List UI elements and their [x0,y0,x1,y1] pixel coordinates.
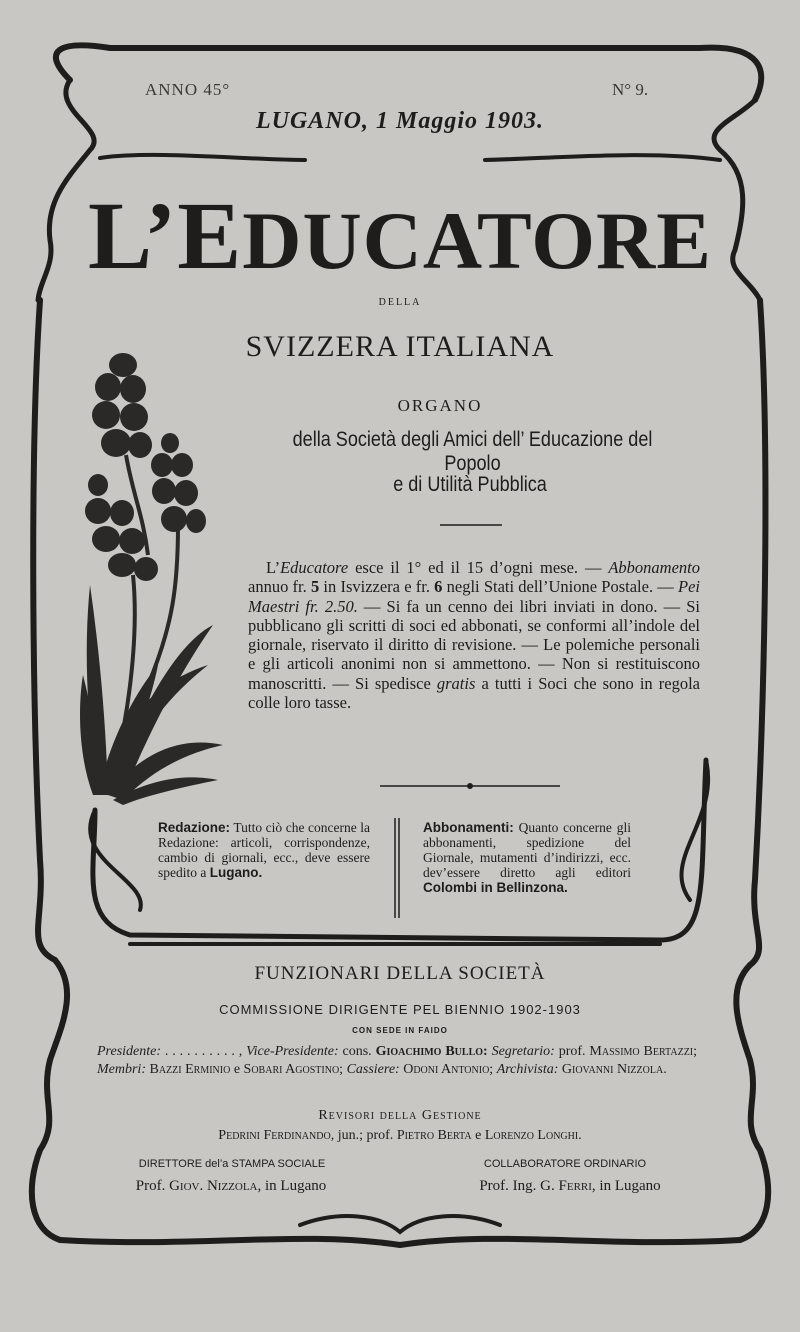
collaborator-name: Prof. Ing. G. Ferri, in Lugano [479,1178,661,1194]
auditors-list: Pedrini Ferdinando, jun.; prof. Pietro Berta e Lorenzo Longhi. [218,1128,582,1143]
grape-hyacinth-illustration [78,325,228,815]
officers-heading: FUNZIONARI DELLA SOCIETÀ [254,963,546,984]
volume-year: ANNO 45° [145,80,231,99]
organo-label: ORGANO [397,396,483,415]
abbonamenti-notice: Abbonamenti: Quanto concerne gli abbonamenti, spedizione del Giornale, mutamenti d’indirizzi, ecc. dev’essere diretto agli editori Colombi in Bellinzona. [423,820,631,895]
collaborator-heading: COLLABORATORE ORDINARIO [483,1158,647,1170]
journal-title [0,182,800,289]
officers-list: Presidente: . . . . . . . . . . , Vice-Presidente: cons. Gioachimo Bullo: Segretario: prof. Massimo Bertazzi; Membri: Bazzi Erminio e Sobari Agostino; Cassiere: Odoni Antonio; Archivista: Giovanni Nizzola. [97,1044,698,1077]
title-initial: L’E [88,182,243,289]
redazione-notice: Redazione: Tutto ciò che concerne la Redazione: articoli, corrispondenze, cambio di giornali, ecc., deve essere spedito a Lugano. [158,820,370,880]
director-name: Prof. Giov. Nizzola, in Lugano [135,1178,327,1194]
della-label: DELLA [378,297,422,308]
committee-seat: CON SEDE IN FAIDO [352,1026,448,1035]
subscription-notice: L’Educatore esce il 1° ed il 15 d’ogni mese. — Abbonamento annuo fr. 5 in Isvizzera e fr. 6 negli Stati dell’Unione Postale. — Pei Maestri fr. 2.50. — Si fa un cenno dei libri inviati in dono. — Si pubblicano gli scritti di soci ed abbonati, se conformi all’indole del giornale, riservato il diritto di revisione. — Le polemiche personali e gli articoli anonimi non si ammettono. — Non si restituiscono manoscritti. — Si spedisce gratis a tutti i Soci che sono in regola colle loro tasse. [248,558,701,713]
title-rest: DUCATORE [242,195,712,286]
issue-number: N° 9. [612,80,649,99]
society-name: della Società degli Amici dell’ Educazione del Popolo [292,428,653,475]
auditors-heading: Revisori della Gestione [318,1108,482,1123]
dateline: LUGANO, 1 Maggio 1903. [255,108,544,134]
director-heading: DIRETTORE del’a STAMPA SOCIALE [138,1158,326,1170]
subtitle: SVIZZERA ITALIANA [245,330,555,363]
committee-heading: COMMISSIONE DIRIGENTE PEL BIENNIO 1902-1903 [219,1002,581,1017]
society-name-continued: e di Utilità Pubblica [393,473,547,496]
